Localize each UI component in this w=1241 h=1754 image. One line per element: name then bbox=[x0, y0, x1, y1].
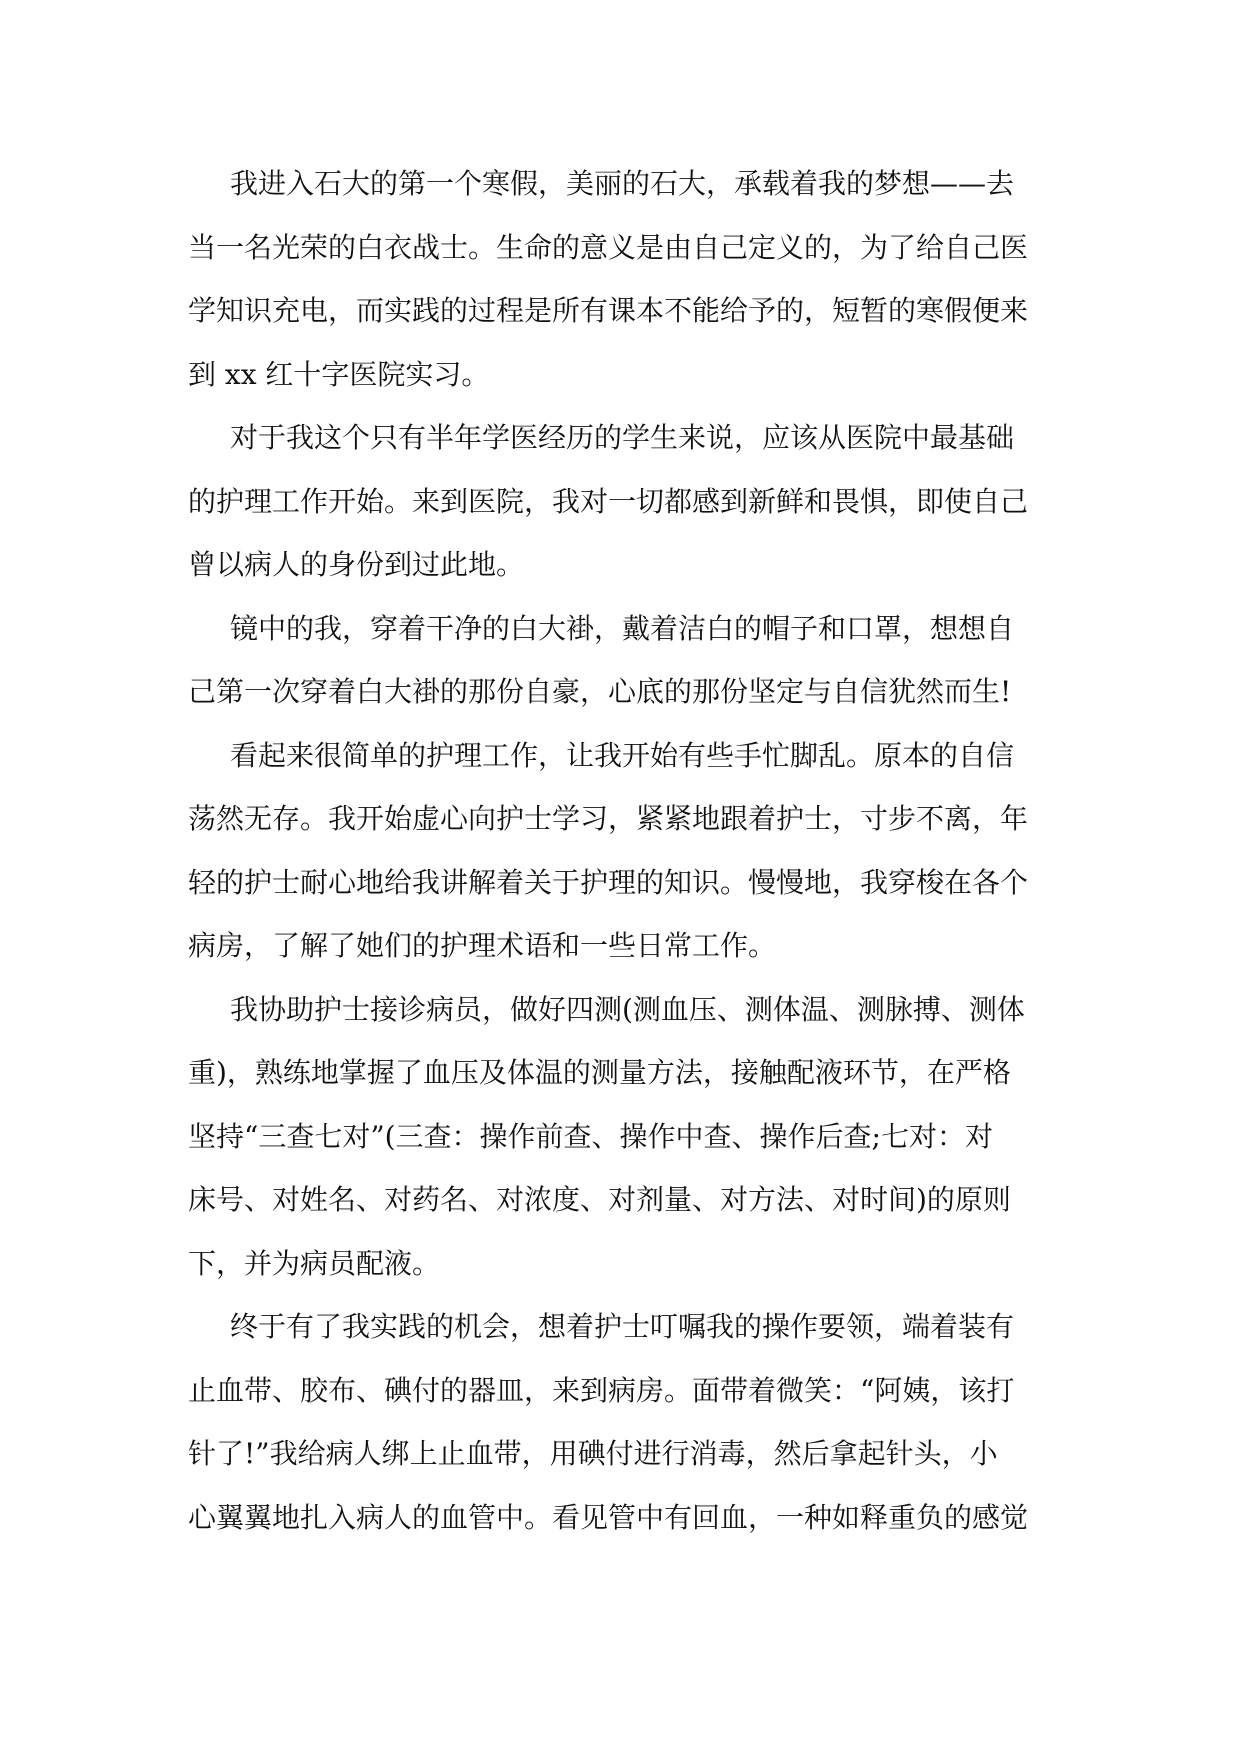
paragraph-1 bbox=[188, 152, 1058, 406]
text-line: 对于我这个只有半年学医经历的学生来说，应该从医院中最基础 bbox=[230, 421, 1015, 454]
text-line: 的护理工作开始。来到医院，我对一切都感到新鲜和畏惧，即使自己 bbox=[188, 484, 1029, 518]
text-line: 看起来很简单的护理工作，让我开始有些手忙脚乱。原本的自信 bbox=[230, 738, 1015, 772]
text-line: 我协助护士接诊病员，做好四测(测血压、测体温、测脉搏、测体 bbox=[230, 992, 1025, 1026]
text-line: 镜中的我，穿着干净的白大褂，戴着洁白的帽子和口罩，想想自 bbox=[230, 611, 1015, 645]
text-line: 针了!”我给病人绑上止血带，用碘付进行消毒，然后拿起针头，小 bbox=[188, 1437, 998, 1470]
text-line: 轻的护士耐心地给我讲解着关于护理的知识。慢慢地，我穿梭在各个 bbox=[188, 865, 1029, 899]
text-line: 止血带、胶布、碘付的器皿，来到病房。面带着微笑：“阿姨，该打 bbox=[188, 1373, 1015, 1407]
document-body bbox=[188, 152, 1058, 1549]
text-line: 到 xx 红十字医院实习。 bbox=[188, 357, 490, 391]
paragraph-2 bbox=[188, 406, 1058, 597]
text-line: 学知识充电，而实践的过程是所有课本不能给予的，短暂的寒假便来 bbox=[188, 294, 1029, 327]
paragraph-5 bbox=[188, 978, 1058, 1296]
text-line: 坚持“三查七对”(三查：操作前查、操作中查、操作后查;七对：对 bbox=[188, 1119, 993, 1153]
text-line: 荡然无存。我开始虚心向护士学习，紧紧地跟着护士，寸步不离，年 bbox=[188, 802, 1029, 835]
text-line: 下，并为病员配液。 bbox=[188, 1246, 441, 1280]
paragraph-6 bbox=[188, 1295, 1058, 1549]
paragraph-3 bbox=[188, 597, 1058, 724]
text-line: 曾以病人的身份到过此地。 bbox=[188, 548, 525, 581]
text-line: 重)，熟练地掌握了血压及体温的测量方法，接触配液环节，在严格 bbox=[188, 1056, 1011, 1089]
text-line: 当一名光荣的白衣战士。生命的意义是由自己定义的，为了给自己医 bbox=[188, 230, 1029, 264]
text-line: 心翼翼地扎入病人的血管中。看见管中有回血，一种如释重负的感觉 bbox=[188, 1500, 1029, 1534]
text-line: 我进入石大的第一个寒假，美丽的石大，承载着我的梦想——去 bbox=[230, 167, 1015, 200]
text-line: 床号、对姓名、对药名、对浓度、对剂量、对方法、对时间)的原则 bbox=[188, 1183, 1011, 1216]
text-line: 终于有了我实践的机会，想着护士叮嘱我的操作要领，端着装有 bbox=[230, 1310, 1015, 1343]
text-line: 己第一次穿着白大褂的那份自豪，心底的那份坚定与自信犹然而生! bbox=[188, 675, 1012, 708]
paragraph-4 bbox=[188, 724, 1058, 978]
text-line: 病房，了解了她们的护理术语和一些日常工作。 bbox=[188, 929, 777, 962]
